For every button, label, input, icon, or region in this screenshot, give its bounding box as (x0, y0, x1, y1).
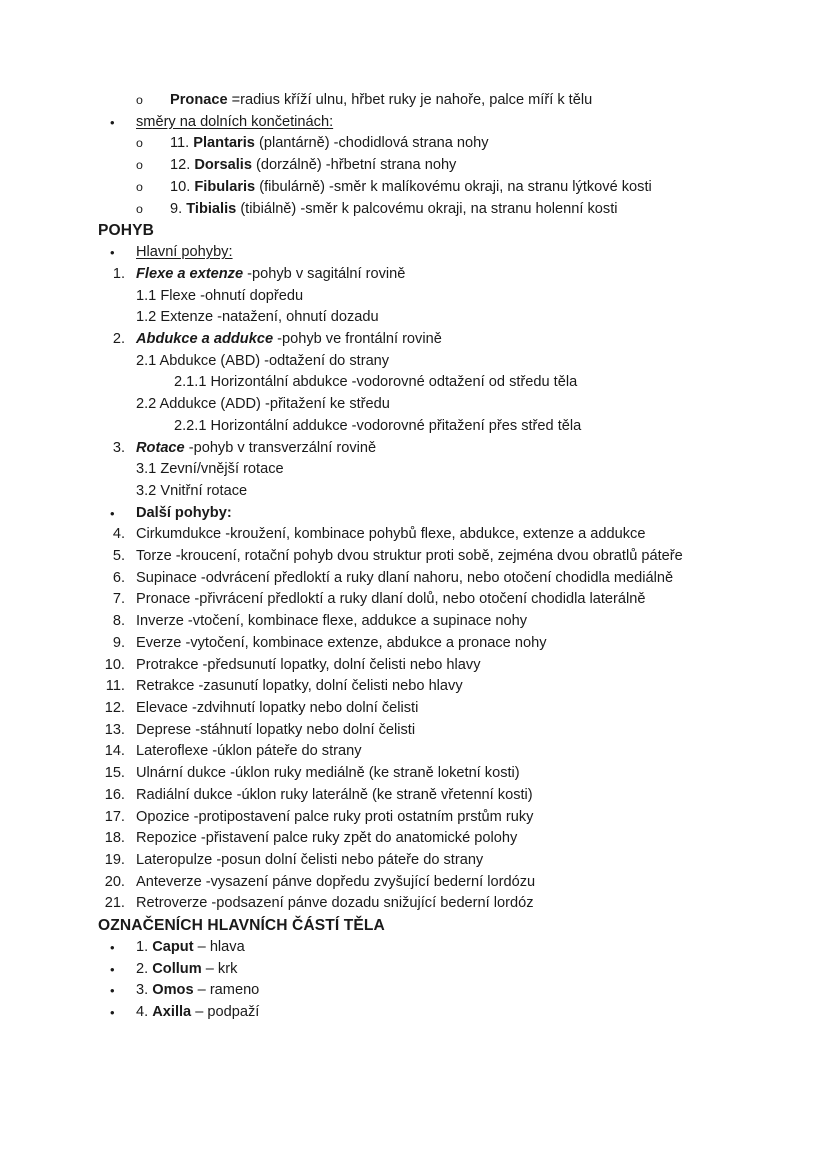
list-item (98, 785, 718, 807)
list-item-text (136, 937, 718, 959)
list-item-text (136, 872, 718, 894)
list-number: 14. (104, 743, 125, 760)
list-item-text (136, 112, 718, 134)
item-description: -pohyb v transverzální rovině (184, 439, 377, 456)
list-item (98, 720, 718, 742)
item-description: Opozice -protipostavení palce ruky proti ostatním prstům ruky (136, 808, 534, 825)
list-bullet-icon: o (136, 136, 143, 151)
list-item (98, 828, 718, 850)
list-number: 8. (112, 613, 125, 630)
list-item-text (170, 177, 718, 199)
list-item-text (136, 546, 718, 568)
item-description: Pronace -přivrácení předloktí a ruky dlaní dolů, nebo otočení chodidla laterálně (136, 591, 646, 608)
list-bullet-icon: • (110, 961, 115, 977)
list-bullet-icon: • (110, 505, 115, 521)
list-number: 6. (112, 569, 125, 586)
list-item (98, 133, 718, 155)
list-item (98, 286, 718, 308)
list-number: 19. (104, 851, 125, 868)
list-item (98, 611, 718, 633)
list-item-text (136, 568, 718, 590)
term-label: Dorsalis (194, 157, 252, 174)
item-number-prefix: 2. (136, 960, 153, 977)
list-item-text (136, 438, 718, 460)
list-item (98, 959, 718, 981)
section-directions-lower-limb (98, 90, 718, 220)
list-item (98, 155, 718, 177)
list-item-text (136, 524, 718, 546)
list-bullet-icon: • (110, 983, 115, 999)
item-description: (fibulárně) -směr k malíkovému okraji, na stranu lýtkové kosti (255, 178, 652, 195)
term-label: Caput (152, 939, 194, 956)
list-bullet-icon: o (136, 93, 143, 107)
list-number: 15. (104, 765, 125, 782)
list-number: 5. (112, 548, 125, 565)
list-number: 2. (112, 331, 125, 348)
list-number: 4. (112, 526, 125, 543)
list-item (98, 329, 718, 351)
list-item (98, 242, 718, 264)
list-item-text (136, 720, 718, 742)
list-item (98, 763, 718, 785)
item-description: (dorzálně) -hřbetní strana nohy (251, 157, 457, 174)
section-pohyb (98, 242, 718, 915)
item-description: – podpaží (191, 1004, 260, 1021)
section-oznaceni (98, 937, 718, 1024)
list-item-text (136, 481, 718, 503)
item-description: 2.1 Abdukce (ABD) -odtažení do strany (136, 352, 390, 369)
item-description: Radiální dukce -úklon ruky laterálně (ke straně vřetenní kosti) (136, 786, 533, 803)
list-number: 18. (104, 830, 125, 847)
list-item (98, 372, 718, 394)
list-item-text (136, 633, 718, 655)
list-item (98, 589, 718, 611)
list-number: 13. (104, 721, 125, 738)
list-number: 10. (104, 656, 125, 673)
item-description: (plantárně) -chodidlová strana nohy (254, 135, 489, 152)
list-item-text (136, 589, 718, 611)
item-description: -pohyb v sagitální rovině (243, 265, 406, 282)
list-number: 7. (112, 591, 125, 608)
list-item-text (136, 893, 718, 915)
list-item-text (136, 828, 718, 850)
list-number: 12. (104, 699, 125, 716)
item-description: 3.1 Zevní/vnější rotace (136, 461, 284, 478)
list-item (98, 438, 718, 460)
list-bullet-icon: o (136, 179, 143, 194)
list-bullet-icon: • (110, 940, 115, 956)
item-description: Retrakce -zasunutí lopatky, dolní čelisti nebo hlavy (136, 678, 463, 695)
item-description: – hlava (193, 939, 245, 956)
list-item-text (136, 459, 718, 481)
list-item-text (136, 763, 718, 785)
list-item (98, 394, 718, 416)
list-item-text (136, 980, 718, 1002)
list-item (98, 459, 718, 481)
term-label: Plantaris (193, 135, 255, 152)
list-bullet-icon: • (110, 114, 115, 130)
list-item-text (136, 676, 718, 698)
list-bullet-icon: o (136, 201, 143, 216)
list-item-text (136, 698, 718, 720)
item-description: 2.1.1 Horizontální abdukce -vodorovné odtažení od středu těla (174, 374, 578, 391)
list-item-text (174, 416, 718, 438)
item-number-prefix: 4. (136, 1004, 153, 1021)
item-description: (tibiálně) -směr k palcovému okraji, na stranu holenní kosti (236, 200, 618, 217)
list-number: 21. (104, 895, 125, 912)
term-label: Flexe a extenze (136, 265, 244, 282)
term-label: Tibialis (186, 200, 237, 217)
list-item-text (136, 785, 718, 807)
list-item-text (170, 155, 718, 177)
item-description: Deprese -stáhnutí lopatky nebo dolní čelisti (136, 721, 416, 738)
list-item (98, 307, 718, 329)
item-description: Repozice -přistavení palce ruky zpět do anatomické polohy (136, 830, 518, 847)
list-item (98, 741, 718, 763)
list-number: 11. (105, 678, 125, 695)
list-number: 16. (104, 786, 125, 803)
list-item (98, 416, 718, 438)
list-item-text (170, 90, 718, 112)
item-description: 2.2.1 Horizontální addukce -vodorovné přitažení přes střed těla (174, 417, 582, 434)
term-label: Rotace (136, 439, 185, 456)
item-description: Ulnární dukce -úklon ruky mediálně (ke straně loketní kosti) (136, 765, 520, 782)
list-item-text (136, 351, 718, 373)
list-item-text (170, 133, 718, 155)
list-number: 9. (112, 634, 125, 651)
list-item (98, 676, 718, 698)
list-item-text (170, 199, 718, 221)
term-label: Hlavní pohyby: (136, 244, 233, 261)
list-number: 20. (104, 873, 125, 890)
list-item-text (136, 655, 718, 677)
list-item (98, 807, 718, 829)
list-bullet-icon: • (110, 245, 115, 261)
list-item-text (136, 242, 718, 264)
term-label: Axilla (152, 1004, 192, 1021)
list-item-text (136, 503, 718, 525)
term-label: Další pohyby: (136, 504, 232, 521)
list-item (98, 351, 718, 373)
list-number: 1. (112, 265, 125, 282)
term-label: Pronace (170, 92, 228, 108)
item-description: Anteverze -vysazení pánve dopředu zvyšující bederní lordózu (136, 873, 536, 890)
list-item (98, 112, 718, 134)
item-description: 1.2 Extenze -natažení, ohnutí dozadu (136, 309, 379, 326)
list-item (98, 199, 718, 221)
list-item (98, 893, 718, 915)
term-label: směry na dolních končetinách: (136, 113, 334, 130)
list-item (98, 633, 718, 655)
list-bullet-icon: • (110, 1005, 115, 1021)
list-number: 3. (112, 439, 125, 456)
list-bullet-icon: o (136, 158, 143, 173)
item-description: Supinace -odvrácení předloktí a ruky dlaní nahoru, nebo otočení chodidla mediálně (136, 569, 674, 586)
list-item (98, 980, 718, 1002)
list-item (98, 524, 718, 546)
item-description: Everze -vytočení, kombinace extenze, abdukce a pronace nohy (136, 634, 547, 651)
item-number-prefix: 12. (170, 157, 195, 174)
item-number-prefix: 11. (170, 135, 194, 152)
list-item (98, 481, 718, 503)
heading-pohyb: POHYB (98, 222, 154, 240)
list-item-text (136, 286, 718, 308)
term-label: Abdukce a addukce (136, 331, 274, 348)
term-label: Omos (152, 982, 194, 999)
term-label: Collum (152, 960, 202, 977)
list-item-text (136, 1002, 718, 1024)
list-item (98, 872, 718, 894)
list-item (98, 177, 718, 199)
list-item-text (136, 329, 718, 351)
term-label: Fibularis (194, 178, 256, 195)
item-number-prefix: 1. (136, 939, 153, 956)
list-item-text (136, 394, 718, 416)
list-item (98, 568, 718, 590)
heading-oznaceni: OZNAČENÍCH HLAVNÍCH ČÁSTÍ TĚLA (98, 917, 385, 935)
item-number-prefix: 9. (170, 200, 187, 217)
item-description: Torze -kroucení, rotační pohyb dvou struktur proti sobě, zejména dvou obratlů páteře (136, 548, 683, 565)
item-number-prefix: 10. (170, 178, 195, 195)
item-description: Cirkumdukce -kroužení, kombinace pohybů flexe, abdukce, extenze a addukce (136, 526, 646, 543)
list-item-text (136, 850, 718, 872)
list-item (98, 503, 718, 525)
list-item-text (174, 372, 718, 394)
list-item-text (136, 807, 718, 829)
list-item (98, 90, 718, 112)
list-item-text (136, 264, 718, 286)
list-item-text (136, 959, 718, 981)
item-description: 2.2 Addukce (ADD) -přitažení ke středu (136, 396, 390, 413)
document-body (98, 90, 718, 1024)
list-item (98, 264, 718, 286)
list-item (98, 698, 718, 720)
item-description: Retroverze -podsazení pánve dozadu snižující bederní lordóz (136, 895, 534, 912)
item-description: Lateropulze -posun dolní čelisti nebo páteře do strany (136, 851, 484, 868)
item-description: -pohyb ve frontální rovině (273, 331, 442, 348)
item-description: – krk (201, 960, 238, 977)
item-description: 1.1 Flexe -ohnutí dopředu (136, 287, 304, 304)
item-description: Protrakce -předsunutí lopatky, dolní čelisti nebo hlavy (136, 656, 481, 673)
list-number: 17. (104, 808, 125, 825)
list-item-text (136, 611, 718, 633)
item-number-prefix: 3. (136, 982, 153, 999)
item-description: Elevace -zdvihnutí lopatky nebo dolní čelisti (136, 699, 419, 716)
list-item (98, 850, 718, 872)
item-description: Inverze -vtočení, kombinace flexe, addukce a supinace nohy (136, 613, 528, 630)
list-item (98, 937, 718, 959)
item-description: – rameno (193, 982, 260, 999)
list-item-text (136, 741, 718, 763)
item-description: 3.2 Vnitřní rotace (136, 482, 248, 499)
list-item-text (136, 307, 718, 329)
item-description: =radius kříží ulnu, hřbet ruky je nahoře, palce míří k tělu (227, 92, 593, 108)
list-item (98, 546, 718, 568)
list-item (98, 1002, 718, 1024)
item-description: Lateroflexe -úklon páteře do strany (136, 743, 362, 760)
list-item (98, 655, 718, 677)
